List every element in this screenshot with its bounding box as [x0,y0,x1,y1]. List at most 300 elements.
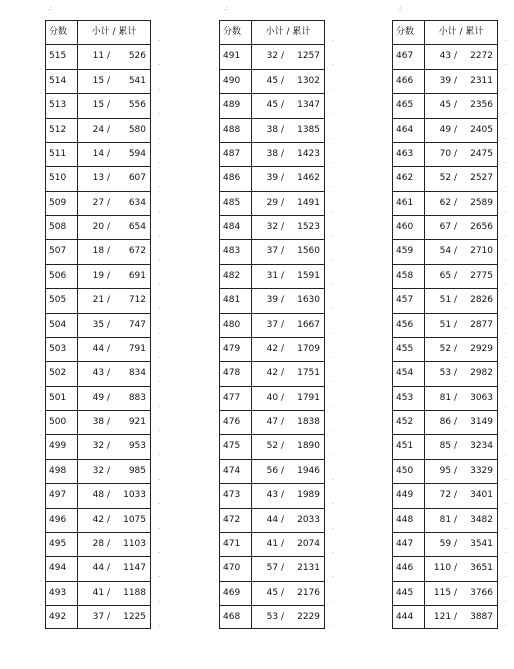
cell-end-mark: . [158,523,160,531]
score-cell: 494 [49,563,67,574]
table-row [46,532,160,556]
table-row [393,581,507,605]
score-cell: 470 [223,563,241,574]
cell-end-mark: . [332,109,334,117]
cell-end-mark: . [158,621,160,628]
column-separator [77,314,78,337]
subtotal-cell: 32 / [92,441,110,452]
column-separator [77,509,78,532]
table-row [220,191,334,215]
column-separator [77,119,78,142]
subtotal-cell: 65 / [439,270,457,281]
cell-end-mark: . [505,450,507,458]
total-cell: 3541 [470,538,493,549]
table-row [393,313,507,337]
column-separator [77,216,78,239]
total-cell: 2710 [470,246,493,257]
subtotal-cell: 39 / [439,75,457,86]
column-separator [424,582,425,605]
subtotal-cell: 35 / [92,319,110,330]
column-separator [424,240,425,263]
total-cell: 953 [128,441,146,452]
subtotal-cell: 70 / [439,148,457,159]
column-separator [77,362,78,385]
paragraph-mark: .: [398,5,402,12]
table-header-row [393,20,507,44]
total-cell: 3651 [470,563,493,574]
subtotal-cell: 13 / [92,173,110,184]
score-cell: 457 [396,295,414,306]
cell-end-mark: . [332,474,334,482]
table-row [393,142,507,166]
column-separator [251,289,252,312]
table-row [46,459,160,483]
score-cell: 510 [49,173,67,184]
subtotal-cell: 15 / [92,75,110,86]
total-cell: 580 [128,124,146,135]
column-separator [77,582,78,605]
column-separator [77,557,78,580]
score-cell: 505 [49,295,67,306]
table-row [220,166,334,190]
table-row [220,142,334,166]
cell-end-mark: . [332,377,334,385]
subtotal-cell: 39 / [266,295,284,306]
column-separator [77,167,78,190]
total-cell: 1667 [297,319,320,330]
total-cell: 1890 [297,441,320,452]
table-row [220,215,334,239]
total-cell: 526 [128,51,146,62]
cell-end-mark: . [158,401,160,409]
table-row [46,118,160,142]
total-cell: 1630 [297,295,320,306]
cell-end-mark: . [332,523,334,531]
table-row [393,483,507,507]
table-row [220,459,334,483]
table-row [46,191,160,215]
score-cell: 515 [49,51,67,62]
cell-end-mark: . [332,426,334,433]
total-cell: 2074 [297,538,320,549]
score-cell: 477 [223,392,241,403]
cell-end-mark: . [505,596,507,604]
score-cell: 485 [223,197,241,208]
total-cell: 654 [128,222,146,232]
subtotal-cell: 95 / [439,465,457,476]
total-cell: 1257 [297,51,320,62]
subtotal-cell: 85 / [439,441,457,452]
cell-end-mark: . [332,328,334,336]
subtotal-cell: 52 / [266,441,284,452]
subtotal-cell: 19 / [92,270,110,281]
total-cell: 834 [128,368,146,379]
total-cell: 2131 [297,563,320,574]
cell-end-mark: . [332,572,334,580]
total-cell: 1946 [297,465,320,476]
cell-end-mark: . [158,182,160,190]
column-separator [77,21,78,44]
subtotal-cell: 44 / [92,563,110,574]
cell-end-mark: . [505,133,507,141]
cell-end-mark: . [332,352,334,360]
table-row [393,410,507,434]
score-cell: 507 [49,246,67,257]
score-cell: 469 [223,587,241,598]
column-separator [77,460,78,483]
cell-end-mark: . [332,60,334,68]
column-separator [424,143,425,166]
column-separator [424,411,425,434]
total-cell: 3482 [470,514,493,525]
total-cell: 1075 [123,514,146,525]
column-separator [424,557,425,580]
score-cell: 458 [396,270,414,281]
subtotal-cell: 52 / [439,343,457,354]
column-separator [251,582,252,605]
cell-end-mark: . [505,279,507,287]
header-subtotal-total: 小计 / 累计 [265,27,311,37]
subtotal-cell: 37 / [92,612,110,622]
column-separator [251,362,252,385]
subtotal-cell: 53 / [439,368,457,379]
cell-end-mark: . [158,304,160,312]
cell-end-mark: . [505,377,507,385]
cell-end-mark: . [505,206,507,214]
column-separator [424,460,425,483]
subtotal-cell: 49 / [439,124,457,135]
table-row [46,264,160,288]
score-cell: 459 [396,246,414,257]
total-cell: 2775 [470,270,493,281]
total-cell: 634 [128,197,146,208]
score-cell: 487 [223,148,241,159]
score-cell: 465 [396,100,414,111]
column-separator [424,533,425,556]
total-cell: 541 [128,75,146,86]
total-cell: 2311 [470,75,493,86]
subtotal-cell: 32 / [266,51,284,62]
total-cell: 3887 [470,612,493,622]
table-row [46,239,160,263]
subtotal-cell: 81 / [439,392,457,403]
cell-end-mark: . [505,304,507,312]
cell-end-mark: . [505,401,507,409]
subtotal-cell: 32 / [92,465,110,476]
cell-end-mark: . [505,499,507,507]
score-cell: 493 [49,587,67,598]
table-row [220,483,334,507]
cell-end-mark: . [332,304,334,312]
table-row [220,288,334,312]
total-cell: 1188 [123,587,146,598]
header-subtotal-total: 小计 / 累计 [91,27,137,37]
column-separator [424,167,425,190]
subtotal-cell: 110 / [433,563,457,574]
table-row [46,166,160,190]
cell-end-mark: . [332,279,334,287]
subtotal-cell: 56 / [266,465,284,476]
total-cell: 2527 [470,173,493,184]
cell-end-mark: . [505,182,507,190]
score-cell: 482 [223,270,241,281]
table-row [393,532,507,556]
cell-end-mark: . [332,36,334,43]
subtotal-cell: 38 / [266,148,284,159]
cell-end-mark: . [332,596,334,604]
cell-end-mark: . [158,60,160,68]
cell-end-mark: . [505,328,507,336]
cell-end-mark: . [158,547,160,555]
score-cell: 471 [223,538,241,549]
total-cell: 3063 [470,392,493,403]
table-row [46,581,160,605]
cell-end-mark: . [332,133,334,141]
score-cell: 468 [223,612,241,622]
total-cell: 921 [128,417,146,427]
subtotal-cell: 42 / [92,514,110,525]
total-cell: 594 [128,148,146,159]
cell-end-mark: . [505,523,507,531]
table-row [393,386,507,410]
table-row [220,264,334,288]
total-cell: 2877 [470,319,493,330]
subtotal-cell: 29 / [266,197,284,208]
total-cell: 2356 [470,100,493,111]
column-separator [77,70,78,93]
total-cell: 1560 [297,246,320,257]
cell-end-mark: . [332,182,334,190]
subtotal-cell: 43 / [92,368,110,379]
column-separator [251,70,252,93]
total-cell: 1791 [297,392,320,403]
column-separator [251,167,252,190]
cell-end-mark: . [505,426,507,433]
cell-end-mark: . [332,157,334,165]
subtotal-cell: 45 / [439,100,457,111]
table-row [220,508,334,532]
total-cell: 1751 [297,368,320,379]
table-row [220,313,334,337]
column-separator [251,265,252,288]
subtotal-cell: 37 / [266,319,284,330]
table-row [393,434,507,458]
cell-end-mark: . [505,474,507,482]
column-separator [251,94,252,117]
column-separator [77,143,78,166]
subtotal-cell: 24 / [92,124,110,135]
paragraph-mark: .: [224,5,228,12]
column-separator [251,45,252,68]
score-table-left [45,20,160,629]
column-separator [424,45,425,68]
score-cell: 511 [49,148,67,159]
score-cell: 489 [223,100,241,111]
cell-end-mark: . [158,450,160,458]
subtotal-cell: 15 / [92,100,110,111]
score-cell: 483 [223,246,241,257]
cell-end-mark: . [158,157,160,165]
cell-end-mark: . [158,596,160,604]
total-cell: 747 [128,319,146,330]
score-cell: 452 [396,417,414,427]
subtotal-cell: 44 / [266,514,284,525]
score-cell: 503 [49,343,67,354]
table-row [46,386,160,410]
score-cell: 508 [49,222,67,232]
total-cell: 791 [128,343,146,354]
subtotal-cell: 43 / [439,51,457,62]
subtotal-cell: 54 / [439,246,457,257]
score-cell: 492 [49,612,67,622]
cell-end-mark: . [158,426,160,433]
total-cell: 2929 [470,343,493,354]
table-row [220,556,334,580]
total-cell: 1347 [297,100,320,111]
column-separator [251,119,252,142]
subtotal-cell: 42 / [266,368,284,379]
table-row [220,361,334,385]
cell-end-mark: . [505,231,507,238]
table-row [46,483,160,507]
column-separator [424,435,425,458]
total-cell: 607 [128,173,146,184]
column-separator [251,192,252,215]
subtotal-cell: 39 / [266,173,284,184]
cell-end-mark: . [505,109,507,117]
score-cell: 500 [49,417,67,427]
score-cell: 488 [223,124,241,135]
score-cell: 502 [49,368,67,379]
total-cell: 2656 [470,222,493,232]
score-cell: 446 [396,563,414,574]
table-row [220,434,334,458]
score-cell: 453 [396,392,414,403]
table-row [393,215,507,239]
header-subtotal-total: 小计 / 累计 [438,27,484,37]
total-cell: 985 [128,465,146,476]
subtotal-cell: 27 / [92,197,110,208]
score-cell: 447 [396,538,414,549]
subtotal-cell: 57 / [266,563,284,574]
cell-end-mark: . [332,450,334,458]
score-table-middle [219,20,334,629]
cell-end-mark: . [505,255,507,263]
total-cell: 3329 [470,465,493,476]
total-cell: 3234 [470,441,493,452]
column-separator [77,45,78,68]
table-row [220,239,334,263]
score-cell: 476 [223,417,241,427]
column-separator [77,533,78,556]
subtotal-cell: 81 / [439,514,457,525]
total-cell: 1838 [297,417,320,427]
subtotal-cell: 45 / [266,100,284,111]
score-cell: 473 [223,490,241,501]
total-cell: 3149 [470,417,493,427]
column-separator [424,216,425,239]
table-row [220,44,334,68]
cell-end-mark: . [158,377,160,385]
subtotal-cell: 44 / [92,343,110,354]
table-row [393,264,507,288]
subtotal-cell: 14 / [92,148,110,159]
subtotal-cell: 49 / [92,392,110,403]
column-separator [251,460,252,483]
table-row [393,166,507,190]
score-cell: 454 [396,368,414,379]
subtotal-cell: 31 / [266,270,284,281]
table-row [220,69,334,93]
subtotal-cell: 121 / [433,612,457,622]
cell-end-mark: . [332,401,334,409]
score-cell: 449 [396,490,414,501]
column-separator [424,509,425,532]
table-row [46,313,160,337]
score-cell: 496 [49,514,67,525]
score-cell: 491 [223,51,241,62]
column-separator [424,338,425,361]
score-cell: 504 [49,319,67,330]
subtotal-cell: 67 / [439,222,457,232]
table-row [46,556,160,580]
total-cell: 1709 [297,343,320,354]
score-cell: 448 [396,514,414,525]
table-row [220,532,334,556]
total-cell: 1225 [123,612,146,622]
score-cell: 467 [396,51,414,62]
cell-end-mark: . [158,36,160,43]
score-cell: 456 [396,319,414,330]
table-row [220,386,334,410]
table-row [393,118,507,142]
subtotal-cell: 18 / [92,246,110,257]
subtotal-cell: 115 / [433,587,457,598]
column-separator [77,338,78,361]
column-separator [251,21,252,44]
cell-end-mark: . [158,572,160,580]
score-cell: 480 [223,319,241,330]
column-separator [251,533,252,556]
score-cell: 481 [223,295,241,306]
subtotal-cell: 62 / [439,197,457,208]
total-cell: 712 [128,295,146,306]
cell-end-mark: . [332,255,334,263]
column-separator [77,387,78,410]
subtotal-cell: 37 / [266,246,284,257]
subtotal-cell: 45 / [266,587,284,598]
column-separator [251,557,252,580]
total-cell: 1462 [297,173,320,184]
column-separator [424,314,425,337]
column-separator [251,606,252,628]
table-row [393,605,507,629]
column-separator [251,314,252,337]
column-separator [77,289,78,312]
column-separator [424,289,425,312]
total-cell: 2405 [470,124,493,135]
score-cell: 499 [49,441,67,452]
total-cell: 2475 [470,148,493,159]
subtotal-cell: 42 / [266,343,284,354]
cell-end-mark: . [332,547,334,555]
score-cell: 474 [223,465,241,476]
column-separator [251,509,252,532]
cell-end-mark: . [332,206,334,214]
column-separator [77,484,78,507]
column-separator [251,387,252,410]
total-cell: 2589 [470,197,493,208]
